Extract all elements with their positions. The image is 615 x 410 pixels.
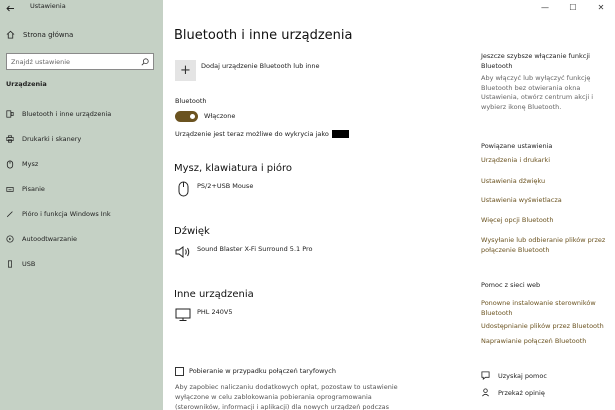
device-item-mouse[interactable] — [175, 181, 253, 197]
device-name: PS/2+USB Mouse — [197, 182, 254, 190]
plus-icon: + — [180, 63, 191, 78]
discoverable-label: Urządzenie jest teraz możliwe do wykrycia jako — [175, 130, 329, 138]
link-display-settings[interactable]: Ustawienia wyświetlacza — [481, 196, 562, 204]
section-label: Urządzenia — [6, 80, 47, 88]
sidebar-item-label: Bluetooth i inne urządzenia — [22, 110, 112, 118]
sidebar — [0, 0, 163, 410]
link-sound-settings[interactable]: Ustawienia dźwięku — [481, 177, 546, 185]
link-more-bluetooth-options[interactable]: Więcej opcji Bluetooth — [481, 216, 554, 224]
metered-download-checkbox[interactable] — [175, 367, 184, 376]
sidebar-item-label: Pisanie — [22, 185, 45, 193]
feedback-link[interactable] — [481, 388, 545, 397]
sidebar-item-label: Pióro i funkcja Windows Ink — [22, 210, 111, 218]
minimize-button[interactable]: — — [541, 2, 549, 12]
mouse-icon — [6, 160, 14, 168]
device-item-audio[interactable] — [175, 244, 313, 260]
sidebar-item-printers[interactable] — [6, 135, 81, 143]
page-title: Bluetooth i inne urządzenia — [174, 28, 353, 43]
bluetooth-icon — [6, 110, 14, 118]
back-button[interactable] — [0, 0, 20, 16]
bluetooth-toggle[interactable] — [175, 111, 198, 122]
sidebar-item-label: Drukarki i skanery — [22, 135, 82, 143]
back-arrow-icon — [6, 5, 15, 12]
section-title-audio: Dźwięk — [174, 226, 210, 237]
add-device-button[interactable] — [175, 60, 196, 81]
feedback-icon — [481, 388, 490, 397]
window-title: Ustawienia — [30, 2, 66, 10]
monitor-icon — [175, 307, 191, 323]
home-nav-item[interactable] — [6, 30, 73, 39]
link-reinstall-drivers[interactable]: Ponowne instalowanie sterowników Bluetooth — [481, 299, 596, 317]
printer-icon — [6, 135, 14, 143]
mouse-icon — [175, 181, 191, 197]
usb-icon — [6, 260, 14, 268]
maximize-button[interactable]: ☐ — [569, 2, 577, 12]
section-title-other: Inne urządzenia — [174, 289, 254, 300]
autoplay-icon — [6, 235, 14, 243]
toggle-state-label: Włączone — [204, 112, 236, 120]
search-input[interactable] — [6, 53, 154, 70]
home-label: Strona główna — [23, 30, 74, 39]
sidebar-item-mouse[interactable] — [6, 160, 38, 168]
get-help-label: Uzyskaj pomoc — [498, 371, 547, 380]
link-share-files[interactable]: Udostępnianie plików przez Bluetooth — [481, 322, 604, 330]
add-device-label[interactable]: Dodaj urządzenie Bluetooth lub inne — [201, 62, 320, 70]
bluetooth-label: Bluetooth — [175, 97, 207, 105]
sidebar-item-label: USB — [22, 260, 36, 268]
discoverable-text — [175, 130, 349, 138]
device-name: Sound Blaster X-Fi Surround 5.1 Pro — [197, 245, 313, 253]
feedback-label: Przekaż opinię — [498, 388, 545, 397]
sidebar-item-typing[interactable] — [6, 185, 45, 193]
sidebar-item-label: Mysz — [22, 160, 39, 168]
link-send-receive-files[interactable]: Wysyłanie lub odbieranie plików przez połączenie Bluetooth — [481, 236, 606, 254]
redacted-device-name — [332, 130, 349, 138]
main-content — [163, 0, 463, 410]
window-controls — [531, 0, 615, 14]
device-item-monitor[interactable] — [175, 307, 232, 323]
related-settings-heading: Powiązane ustawienia — [481, 142, 553, 150]
search-placeholder: Znajdź ustawienie — [11, 57, 71, 66]
pen-icon — [6, 210, 14, 218]
section-title-mouse: Mysz, klawiatura i pióro — [174, 163, 293, 174]
metered-download-description: Aby zapobiec naliczaniu dodatkowych opłat, pozostaw to ustawienie wyłączone w celu zablokowania pobierania oprogramowania (sterowników, informacji i aplikacji) dla nowych urządzeń podczas — [175, 383, 398, 410]
close-button[interactable]: ✕ — [597, 2, 605, 12]
help-icon — [481, 371, 490, 380]
faster-bluetooth-heading: Jeszcze szybsze włączanie funkcji Bluetooth — [481, 52, 590, 70]
toggle-knob — [190, 114, 195, 119]
get-help-link[interactable] — [481, 371, 547, 380]
sidebar-item-autoplay[interactable] — [6, 235, 77, 243]
sidebar-item-label: Autoodtwarzanie — [22, 235, 78, 243]
link-fix-connections[interactable]: Naprawianie połączeń Bluetooth — [481, 337, 587, 345]
speaker-icon — [175, 244, 191, 260]
link-devices-printers[interactable]: Urządzenia i drukarki — [481, 156, 551, 164]
web-help-heading: Pomoc z sieci web — [481, 281, 541, 289]
sidebar-item-usb[interactable] — [6, 260, 35, 268]
home-icon — [6, 30, 15, 39]
metered-download-label[interactable]: Pobieranie w przypadku połączeń taryfowych — [189, 367, 336, 375]
right-panel — [463, 0, 615, 410]
search-icon — [141, 58, 149, 66]
faster-bluetooth-text: Aby włączyć lub wyłączyć funkcję Bluetooth bez otwierania okna Ustawienia, otwórz centrum akcji i wybierz ikonę Bluetooth. — [481, 74, 594, 111]
device-name: PHL 240V5 — [197, 308, 233, 316]
sidebar-item-pen[interactable] — [6, 210, 111, 218]
keyboard-icon — [6, 185, 14, 193]
sidebar-item-bluetooth[interactable] — [6, 110, 111, 118]
